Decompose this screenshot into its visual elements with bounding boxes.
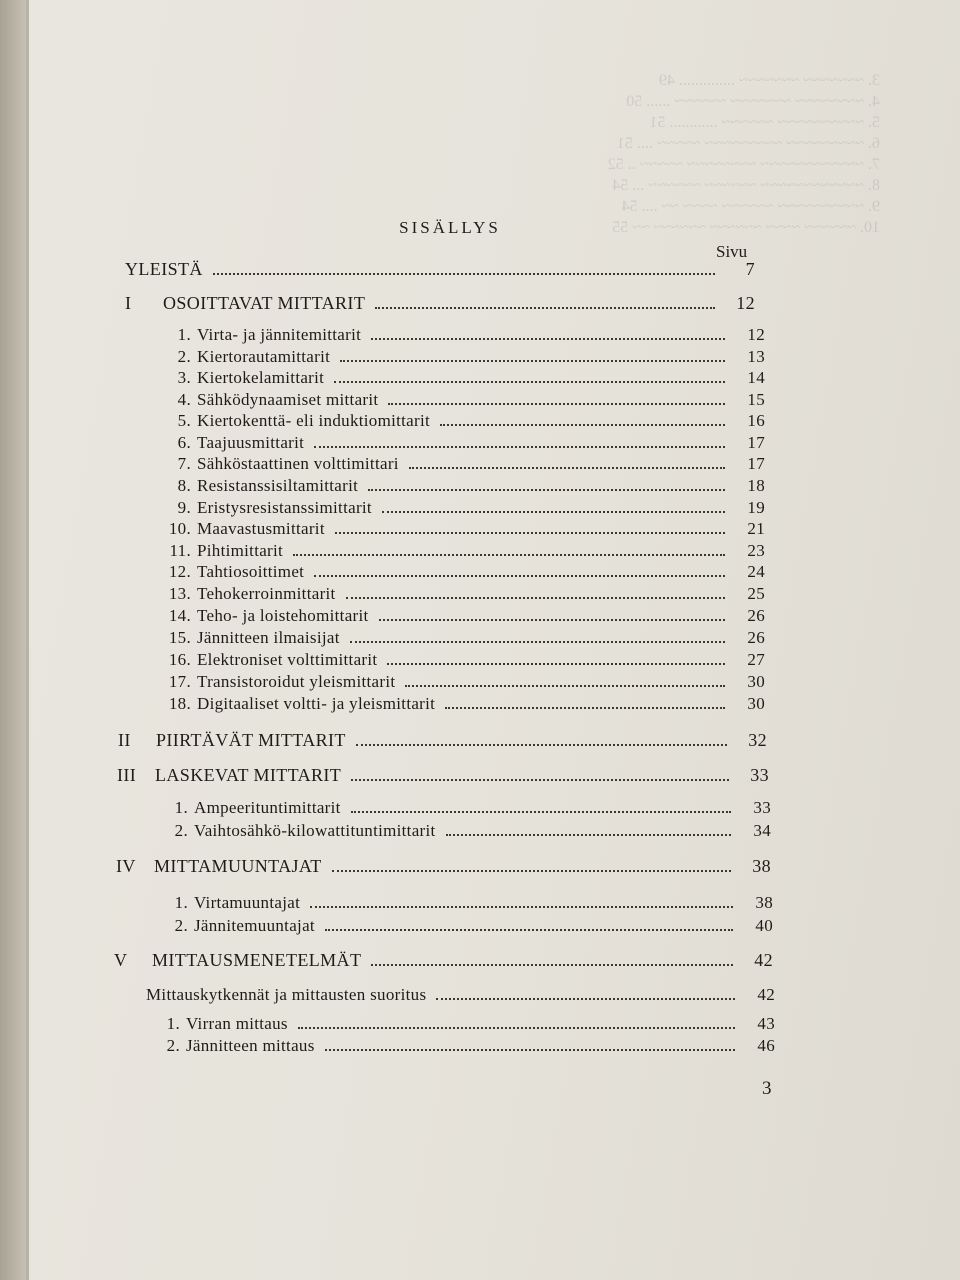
dot-leader — [445, 707, 725, 709]
section-page: 23 — [747, 541, 765, 560]
chapter-numeral: V — [114, 950, 128, 970]
toc-entry-label: YLEISTÄ — [125, 259, 203, 279]
toc-section — [165, 604, 765, 626]
toc-section — [165, 496, 765, 518]
section-page: 25 — [747, 584, 765, 603]
section-number: 17. — [168, 672, 191, 691]
section-label: Elektroniset volttimittarit — [197, 650, 378, 669]
toc-entry-intro — [125, 258, 755, 280]
toc-section — [165, 366, 765, 388]
toc-chapter — [118, 729, 767, 751]
section-number: 1. — [174, 798, 188, 817]
section-page: 19 — [747, 498, 765, 517]
toc-section — [154, 1034, 775, 1056]
section-label: Kiertorautamittarit — [197, 347, 331, 366]
dot-leader — [350, 641, 725, 643]
toc-section — [165, 692, 765, 714]
dot-leader — [310, 906, 733, 908]
toc-section — [165, 539, 765, 561]
dot-leader — [371, 338, 725, 340]
toc-section — [162, 796, 771, 818]
chapter-title: MITTAUSMENETELMÄT — [152, 950, 362, 970]
dot-leader — [293, 554, 725, 556]
section-label: Virran mittaus — [186, 1014, 288, 1033]
chapter-numeral: IV — [116, 856, 136, 876]
section-page: 24 — [747, 562, 765, 581]
section-page: 46 — [757, 1036, 775, 1055]
dot-leader — [213, 273, 715, 275]
toc-section — [165, 670, 765, 692]
dot-leader — [382, 511, 725, 513]
section-label: Jännitteen ilmaisijat — [197, 628, 340, 647]
section-label: Tehokerroinmittarit — [197, 584, 336, 603]
dot-leader — [409, 467, 725, 469]
toc-section — [165, 582, 765, 604]
section-page: 27 — [747, 650, 765, 669]
chapter-title: OSOITTAVAT MITTARIT — [163, 293, 366, 313]
chapter-numeral: II — [118, 730, 131, 750]
section-label: Ampeerituntimittarit — [194, 798, 341, 817]
page-number: 3 — [762, 1078, 772, 1099]
section-page: 26 — [747, 606, 765, 625]
section-label: Virtamuuntajat — [194, 893, 301, 912]
section-number: 14. — [168, 606, 191, 625]
toc-chapter — [114, 949, 773, 971]
chapter-title: LASKEVAT MITTARIT — [155, 765, 342, 785]
toc-section — [162, 819, 771, 841]
section-page: 26 — [747, 628, 765, 647]
section-number: 2. — [174, 916, 188, 935]
dot-leader — [371, 964, 733, 966]
dot-leader — [314, 575, 725, 577]
dot-leader — [436, 998, 735, 1000]
section-label: Vaihtosähkö-kilowattituntimittarit — [194, 821, 436, 840]
chapter-title: PIIRTÄVÄT MITTARIT — [156, 730, 346, 750]
section-number: 1. — [174, 893, 188, 912]
dot-leader — [375, 307, 715, 309]
section-page: 13 — [747, 347, 765, 366]
section-label: Taajuusmittarit — [197, 433, 305, 452]
dot-leader — [346, 597, 725, 599]
toc-section — [165, 388, 765, 410]
toc-section — [165, 345, 765, 367]
section-label: Jännitemuuntajat — [194, 916, 315, 935]
section-page: 40 — [755, 916, 773, 935]
dot-leader — [440, 424, 725, 426]
dot-leader — [335, 532, 725, 534]
section-page: 38 — [755, 893, 773, 912]
section-label: Sähköstaattinen volttimittari — [197, 454, 399, 473]
section-label: Virta- ja jännitemittarit — [197, 325, 362, 344]
dot-leader — [334, 381, 725, 383]
dot-leader — [332, 870, 731, 872]
chapter-title: MITTAMUUNTAJAT — [154, 856, 322, 876]
section-number: 4. — [177, 390, 191, 409]
section-page: 43 — [757, 1014, 775, 1033]
section-number: 16. — [168, 650, 191, 669]
dot-leader — [325, 929, 733, 931]
section-number: 9. — [177, 498, 191, 517]
section-number: 18. — [168, 694, 191, 713]
section-number: 7. — [177, 454, 191, 473]
section-number: 3. — [177, 368, 191, 387]
page-column-label: Sivu — [716, 242, 748, 261]
section-label: Tahtiosoittimet — [197, 562, 305, 581]
toc-section — [165, 452, 765, 474]
section-label: Maavastusmittarit — [197, 519, 325, 538]
toc-section — [165, 560, 765, 582]
chapter-page: 32 — [748, 730, 767, 750]
chapter-page: 42 — [754, 950, 773, 970]
section-label: Teho- ja loistehomittarit — [197, 606, 369, 625]
chapter-page: 38 — [752, 856, 771, 876]
section-label: Resistanssisiltamittarit — [197, 476, 359, 495]
section-page: 30 — [747, 672, 765, 691]
dot-leader — [446, 834, 731, 836]
toc-section — [162, 914, 773, 936]
dot-leader — [356, 744, 727, 746]
page-title: SISÄLLYS — [399, 218, 501, 237]
show-through-text: 3. ~~~~~~~ ~~~~~~~ .............. 49 4. ~~~~~~~~ ~~~~~~~ ~~~~~~ ...... 50 5. ~~~~~~~~~~ ~~~~~~ ............ 51 6. ~~~~~~~~~ ~~~~~~~~~ ~~~~~ .... 51 7. ~~~~~~~~~~~~ ~~~~~~~~ ~~~~~ .. 52 8. ~~~~~~~~~~~~ ~~~~~~ ~~~~~~ ... 54 9. ~~~~~~~~~~ ~~~~~~ ~~~~ ~~ .... 54 10. ~~~~~~ ~~~~ ~~~~~~ ~~~~~~ ~~ 55 — [607, 72, 880, 236]
section-number: 1. — [166, 1014, 180, 1033]
dot-leader — [340, 360, 725, 362]
toc-entry-page: 7 — [745, 259, 755, 279]
section-number: 13. — [168, 584, 191, 603]
section-number: 15. — [168, 628, 191, 647]
section-page: 33 — [753, 798, 771, 817]
section-page: 17 — [747, 454, 765, 473]
section-page: 17 — [747, 433, 765, 452]
toc-section — [165, 431, 765, 453]
section-number: 5. — [177, 411, 191, 430]
dot-leader — [325, 1049, 735, 1051]
toc-chapter — [116, 855, 771, 877]
section-label: Kiertokenttä- eli induktiomittarit — [197, 411, 431, 430]
chapter-page: 33 — [750, 765, 769, 785]
section-page: 16 — [747, 411, 765, 430]
section-page: 30 — [747, 694, 765, 713]
toc-section — [162, 891, 773, 913]
section-page: 42 — [757, 985, 775, 1004]
dot-leader — [388, 403, 725, 405]
toc-section — [154, 1012, 775, 1034]
section-number: 12. — [168, 562, 191, 581]
section-label: Mittauskytkennät ja mittausten suoritus — [146, 985, 427, 1004]
section-label: Transistoroidut yleismittarit — [197, 672, 396, 691]
section-number: 1. — [177, 325, 191, 344]
chapter-numeral: III — [117, 765, 137, 785]
section-number: 6. — [177, 433, 191, 452]
section-number: 10. — [168, 519, 191, 538]
dot-leader — [351, 811, 731, 813]
section-label: Jännitteen mittaus — [186, 1036, 315, 1055]
dot-leader — [387, 663, 725, 665]
toc-chapter — [117, 764, 769, 786]
page-edge — [26, 0, 29, 1280]
toc-section — [165, 474, 765, 496]
dot-leader — [405, 685, 725, 687]
chapter-page: 12 — [736, 293, 755, 313]
dot-leader — [351, 779, 729, 781]
toc-section — [165, 648, 765, 670]
dot-leader — [298, 1027, 735, 1029]
section-page: 12 — [747, 325, 765, 344]
section-label: Kiertokelamittarit — [197, 368, 325, 387]
dot-leader — [314, 446, 725, 448]
section-label: Digitaaliset voltti- ja yleismittarit — [197, 694, 436, 713]
dot-leader — [368, 489, 725, 491]
section-label: Sähködynaamiset mittarit — [197, 390, 379, 409]
section-page: 14 — [747, 368, 765, 387]
section-label: Pihtimittarit — [197, 541, 284, 560]
section-number: 11. — [169, 541, 191, 560]
toc-section — [165, 517, 765, 539]
dot-leader — [379, 619, 725, 621]
toc-section — [165, 626, 765, 648]
toc-section — [165, 323, 765, 345]
section-number: 8. — [177, 476, 191, 495]
section-label: Eristysresistanssimittarit — [197, 498, 372, 517]
section-page: 15 — [747, 390, 765, 409]
toc-section — [146, 983, 775, 1005]
section-number: 2. — [177, 347, 191, 366]
chapter-numeral: I — [125, 293, 132, 313]
section-page: 21 — [747, 519, 765, 538]
section-page: 34 — [753, 821, 771, 840]
toc-section — [165, 409, 765, 431]
section-number: 2. — [174, 821, 188, 840]
toc-chapter — [125, 292, 755, 314]
section-number: 2. — [166, 1036, 180, 1055]
section-page: 18 — [747, 476, 765, 495]
